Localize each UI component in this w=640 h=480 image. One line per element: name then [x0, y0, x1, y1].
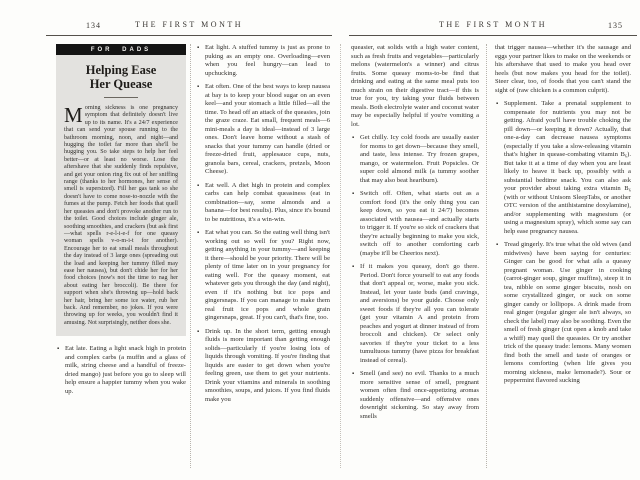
column-divider — [190, 44, 191, 468]
list-item — [495, 241, 631, 386]
list-item-text: Get chilly. Icy cold foods are usually easier for moms to get down—because they smell, and taste, less intense. Try frozen grapes, mango, or watermelon. Fruit Popsicles. Or super cold almond milk (a tummy soother that may also beat heartburn). — [360, 134, 479, 184]
sidebar-body — [56, 105, 186, 336]
list-item — [351, 134, 479, 185]
list-item — [351, 190, 479, 258]
list-item — [196, 229, 330, 323]
list-item-text: Drink up. In the short term, getting enough fluids is more important than getting enough solids—particularly if you're losing lots of liquids through vomiting. If you're finding that liquids are easier to get down when you're feeling green, use them to get your nutrients. Drink your vitamins and minerals in soothing smoothies, soups, and juices. If you find fluids make you — [205, 327, 330, 403]
drop-cap: M — [64, 103, 83, 127]
list-item-text: Tread gingerly. It's true what the old wives (and midwives) have been saying for centuries: Ginger can be good for what ails a queasy pregnant woman. Use ginger in cooking (carrot-ginger soup, ginger muffins), steep it in tea, nibble on some ginger biscuits, nosh on some crystallized ginger, or suck on some ginger candy or lollipops. A drink made from real ginger (regular ginger ale isn't always, so check the label) may also be soothing. Even the smell of fresh ginger (cut open a knob and take a whiff) may quell the queasies. Or try another trick of the queasy trade: lemons. Many women find both the smell and taste of oranges or lemons comforting (when life gives you morning sickness, make lemonade?). Sour or peppermint flavored sucking — [504, 241, 631, 384]
sidebar-title-rule — [104, 97, 138, 98]
list-item — [56, 345, 186, 396]
list-item-text: Eat late. Eating a light snack high in protein and complex carbs (a muffin and a glass of milk, string cheese and a handful of freeze-dried mango) just before you go to sleep will help ensure a happier tummy when you wake up. — [65, 345, 186, 395]
bullet-icon: ▪ — [352, 371, 355, 377]
list-item — [351, 370, 479, 421]
right-page-column-1 — [351, 44, 479, 468]
sidebar-title-line2: Her Quease — [89, 77, 153, 91]
bullet-icon: ▪ — [197, 84, 200, 90]
for-dads-sidebar — [56, 44, 186, 336]
sidebar-title-line1: Helping Ease — [85, 63, 157, 77]
list-item-text: If it makes you queasy, don't go there. Period. Don't force yourself to eat any foods that don't appeal or, worse, make you sick. Instead, let your taste buds (and cravings, and aversions) be your guide. Choose only sweet foods if they're all you can tolerate (get your vitamin A and protein from peaches and yogurt at dinner instead of from broccoli and chicken). Or select only savories if they're your ticket to a less tumultuous tummy (have pizza for breakfast instead of cereal). — [360, 263, 479, 364]
continuation-paragraph: queasier, eat solids with a high water content, such as fresh fruits and vegetables—particularly melons (watermelon's a winner) and citrus fruits. Some queasy moms-to-be find that drinking and eating at the same meal puts too much strain on their digestive tract—if this is true for you, try taking your fluids between meals. Both electrolyte water and coconut water may be especially helpful if you're vomiting a lot. — [351, 44, 479, 128]
sidebar-title — [56, 55, 186, 91]
list-item-text: Eat well. A diet high in protein and complex carbs can help combat queasiness (eat in combination—say, some almonds and a banana—for best results). Plus, since it's bound to be nutritious, it's a win-win. — [205, 181, 330, 223]
list-item-text: Smell (and see) no evil. Thanks to a much more sensitive sense of smell, pregnant women often find once-appetizing aromas suddenly offensive—and offensive ones downright sickening. So stay away from smells — [360, 370, 479, 420]
list-item — [196, 328, 330, 405]
header-rule — [349, 35, 637, 36]
sidebar-kicker: FOR DADS — [56, 44, 186, 55]
bullet-icon: ▪ — [57, 346, 60, 353]
bullet-icon: ▪ — [197, 45, 200, 51]
column-divider — [486, 44, 487, 468]
list-item-text: Eat often. One of the best ways to keep nausea at bay is to keep your blood sugar on an even keel—and your stomach a little filled—all the time. To head off an attack of the queasies, join the graze craze. Eat small, frequent meals—6 mini-meals a day is ideal—instead of 3 large ones. Don't leave home without a stash of snacks that your tummy can handle (dried or freeze-dried fruit, applesauce cups, nuts, granola bars, cereal, crackers, pretzels, Moon Cheese). — [205, 83, 330, 175]
bullet-icon: ▪ — [352, 191, 355, 197]
bullet-icon: ▪ — [496, 242, 499, 248]
list-item — [196, 182, 330, 225]
list-item — [351, 263, 479, 365]
bullet-icon: ▪ — [197, 328, 200, 335]
page-number: 134 — [86, 21, 101, 30]
right-page-columns — [349, 44, 637, 468]
list-item-text: Switch off. Often, what starts out as a comfort food (it's the only thing you can keep down, so you eat it 24/7) becomes associated with nausea—and actually starts to trigger it. If you're so sick of crackers that they're actually beginning to make you sick, switch off to another comforting carb (maybe it'll be Cheerios next). — [360, 190, 479, 257]
left-page-columns — [46, 44, 332, 468]
list-item-text: Supplement. Take a prenatal supplement to compensate for nutrients you may not be getting. Afraid you'll have trouble choking the pill down—or keeping it down? Actually, that one-a-day can decrease nausea symptoms (especially if you take a slow-releasing vitamin that's higher in quease-combating vitamin B₆). But take it at a time of day when you are least likely to heave it back up, possibly with a substantial bedtime snack. You can also ask your provider about taking extra vitamin B₆ (with or without Unisom SleepTabs, or another OTC version of the antihistamine doxylamine), and/or supplementing with magnesium (or using a magnesium spray), which some say can help ease pregnancy nausea. — [504, 100, 631, 235]
list-item-text: Eat what you can. So the eating well thing isn't working out so well for you? Right now, getting anything in your tummy—and keeping it there—should be your priority. There will be plenty of time later on in your pregnancy for eating well. For the queasy moment, eat whatever gets you through the day (and night), even if it's nothing but ice pops and gingersnaps. If you can manage to make them real fruit ice pops and whole grain gingersnaps, great. If you can't, that's fine, too. — [205, 229, 330, 321]
continuation-paragraph: that trigger nausea—whether it's the sausage and eggs your partner likes to make on the weekends or his aftershave that used to make you head over heels (but now makes you head for the toilet). Steer clear, too, of foods that you can't stand the sight of (raw chicken is a common culprit). — [495, 44, 631, 94]
running-head: THE FIRST MONTH — [438, 20, 548, 29]
list-item — [196, 44, 330, 78]
left-page — [46, 20, 332, 472]
bullet-icon: ▪ — [197, 230, 200, 236]
left-page-header — [46, 20, 332, 33]
right-page-header — [349, 20, 637, 33]
page-number: 135 — [608, 21, 623, 30]
bullet-icon: ▪ — [352, 264, 355, 270]
list-item-text: Eat light. A stuffed tummy is just as prone to puking as an empty one. Overloading—even when you feel hungry—can lead to upchucking. — [205, 44, 330, 77]
running-head: THE FIRST MONTH — [134, 20, 244, 29]
list-item — [495, 100, 631, 236]
list-item — [196, 83, 330, 177]
sidebar-body-text: orning sickness is one pregnancy symptom that definitely doesn't live up to its name. It's a 24/7 experience that can send your spouse running to the bathroom morning, noon, and night—and hugging the toilet far more than she'll be hugging you. So take steps to help her feel better—or at least no worse. Lose the aftershave that she suddenly finds repulsive, and get your onion ring fix out of her sniffing range (thanks to her hormones, her sense of smell is supersized). Fill her gas tank so she doesn't have to come nose-to-nozzle with the fumes at the pump. Fetch her foods that quell her queasies and don't provoke another run to the toilet. Good choices include ginger ale, soothing smoothies, and crackers (but ask first—what spells r-e-l-i-e-f for one queasy woman spells v-o-m-i-t for another). Encourage her to eat small meals throughout the day instead of 3 large ones (spreading out the load and keeping her tummy filled may ease her nausea), but don't chide her for her food choices (now's not the time to nag her about eating her broccoli). Be there for support when she's throwing up—hold back her hair, bring her some ice water, rub her back. And remember, no jokes. If you were throwing up for weeks, you wouldn't find it amusing. Not surprisingly, neither does she. — [64, 105, 178, 326]
bullet-icon: ▪ — [197, 182, 200, 189]
left-page-column-1 — [56, 44, 186, 468]
bullet-icon: ▪ — [352, 135, 355, 141]
right-page-column-2 — [495, 44, 631, 468]
page-gutter-divider — [340, 44, 341, 468]
left-page-column-2 — [196, 44, 330, 468]
bullet-icon: ▪ — [496, 101, 499, 107]
right-page — [349, 20, 637, 472]
header-rule — [46, 35, 332, 36]
